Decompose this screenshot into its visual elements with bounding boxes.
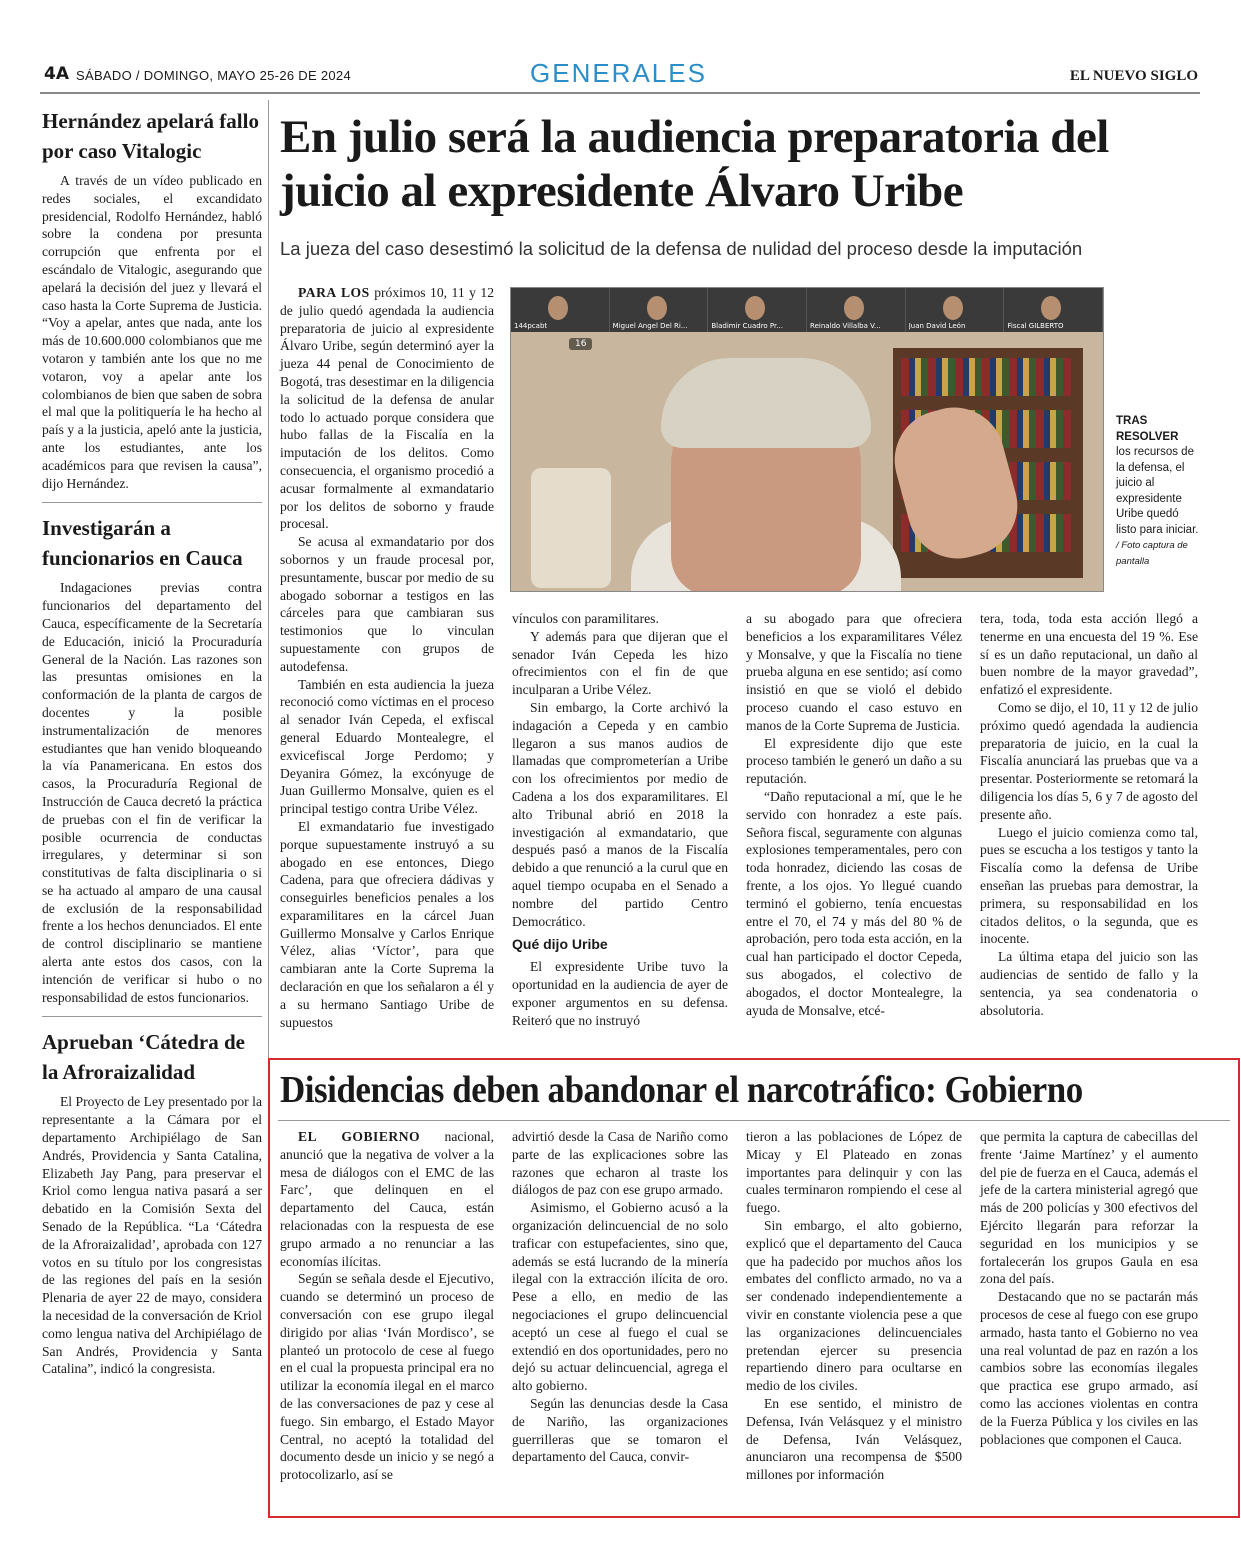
main-deck: La jueza del caso desestimó la solicitud de la defensa de nulidad del proceso desde la imputación (280, 238, 1083, 259)
brief-title: Hernández apelará fallo por caso Vitalogic (42, 109, 259, 163)
paragraph: Según se señala desde el Ejecutivo, cuando se determinó un proceso de conversación con ese grupo ilegal dirigido por alias ‘Iván Mordisco’, se planteó un protocolo de cese al fuego en el cual la propuesta principal era no utilizar la economía ilegal en el marco de las conversaciones de paz y cese al fuego. Sin embargo, el Estado Mayor Central, no aceptó la totalidad del documento desde un inicio y se negó a protocolizarlo, así se (280, 1271, 494, 1483)
paragraph: vínculos con paramilitares. (512, 611, 659, 626)
paragraph: Sin embargo, el alto gobierno, explicó que el departamento del Cauca que ha padecido por muchos años los embates del conflicto armado, no va a ser condenado independientemente a vivir en constante violencia pese a que las organizaciones delincuenciales pretendan ejercer su presencia repartiendo dinero para ocultarse en medio de los civiles. (746, 1217, 962, 1394)
paragraph: tera, toda, toda esta acción llegó a tenerme en una encuesta del 19 %. Ese sí es un daño reputacional, un daño al buen nombre de la mayor gravedad”, enfatizó el expresidente. (980, 611, 1198, 698)
paragraph: que permita la captura de cabecillas del frente ‘Jaime Martínez’ y el aumento del pie de fuerza en el Cauca, además el jefe de la cartera ministerial agregó que más de 200 policías y 300 efectivos del Ejército llegarán para reforzar la seguridad en los municipios y se fortalecerán los grupos Gaula en esa zona del país. (980, 1129, 1198, 1287)
brief-vitalogic (42, 106, 262, 492)
main-column-2 (512, 610, 728, 1029)
paragraph: próximos 10, 11 y 12 de julio quedó agendada la audiencia preparatoria de juicio al expresidente Álvaro Uribe, según determinó ayer la jueza 44 penal de Conocimiento de Bogotá, tras desestimar en la diligencia la solicitud de la defensa de anular todo lo actuado porque considera que hubo fallas de la Fiscalía en la imputación de los delitos. Como consecuencia, el organismo procedió a acusar formalmente al exmandatario por los delitos de soborno y fraude procesal. (280, 285, 494, 532)
main-column-3 (746, 610, 962, 1019)
paragraph: Y además para que dijeran que el senador Iván Cepeda les hizo ofrecimientos con el fin de que inculparan a Uribe Vélez. (512, 628, 728, 698)
dateline: SÁBADO / DOMINGO, MAYO 25-26 DE 2024 (76, 68, 351, 83)
photo-caption (1116, 414, 1200, 569)
paragraph: Sin embargo, la Corte archivó la indagación a Cepeda y en cambio llegaron a sus manos audios de llamadas que comprometerían a Uribe con los ofrecimientos por medio de Cadena a los dos exparamilitares. El alto Tribunal abrió en 2018 la investigación al exmandatario, que después pasó a manos de la Fiscalía debido a que renunció a la curul que en aquel tiempo ocupaba en el Senado a nombre del partido Centro Democrático. (512, 699, 728, 929)
brief-afroraizalidad (42, 1027, 262, 1378)
brief-title: Investigarán a funcionarios en Cauca (42, 516, 243, 571)
participant-count-badge: 16 (569, 338, 592, 350)
lead-in: PARA LOS (298, 285, 370, 300)
video-call-photo (510, 287, 1104, 592)
paragraph: nacional, anunció que la negativa de volver a la mesa de diálogos con el EMC de las Farc’, que delinquen en el departamento del Cauca, están relacionadas con la respuesta de ese grupo armado a no renunciar a las economías ilícitas. (280, 1129, 494, 1269)
paragraph: Se acusa al exmandatario por dos sobornos y un fraude procesal por, presuntamente, buscar por medio de su abogado sobornar a testigos en las cárceles para que cambiaran sus testimonios que lo vinculan supuestamente con grupos de autodefensa. (280, 534, 494, 674)
paragraph: “Daño reputacional a mí, que le he servido con honradez a este país. Señora fiscal, seguramente con algunas explosiones temperamentales, pero con toda honradez, diciendo las cosas de frente, a los ojos. Yo llegué cuando terminó el gobierno, tenía encuestas entre el 70, el 74 y más del 80 % de aprobación, pero toda esta acción, en la cual han participado el doctor Cepeda, sus abogados, el colectivo de abogados, el doctor Montealegre, la ayuda de Monsalve, etcé- (746, 788, 962, 1018)
box-headline: Disidencias deben abandonar el narcotráfico: Gobierno (280, 1069, 1083, 1111)
page-header (40, 60, 1200, 90)
paragraph: advirtió desde la Casa de Nariño como parte de las explicaciones sobre las razones que echaron al traste los diálogos de paz con ese grupo armado. (512, 1129, 728, 1198)
box-column-2 (512, 1128, 728, 1466)
lead-in: EL GOBIERNO (298, 1129, 421, 1144)
paragraph: Destacando que no se pactarán más procesos de cese al fuego con ese grupo armado, hasta tanto el Gobierno no vea una real voluntad de paz en razón a los cambios sobre las economías ilegales que practica ese grupo armado, así como las acciones violentas en contra de la Fuerza Pública y los civiles en las poblaciones que componen el Cauca. (980, 1289, 1198, 1447)
caption-lead: TRAS RESOLVER (1116, 415, 1179, 443)
paragraph: Según las denuncias desde la Casa de Nariño, las organizaciones guerrilleras que se tomaron el departamento del Cauca, convir- (512, 1395, 728, 1465)
page-number: 4A (44, 64, 69, 84)
subheading: Qué dijo Uribe (512, 936, 608, 953)
brief-body: Indagaciones previas contra funcionarios del departamento del Cauca, específicamente de la Secretaría de Educación, inició la Procuraduría General de la Nación. Las razones son las presuntas omisiones en la conformación de la planta de cargos de docentes y la posible instrumentalización de menores estudiantes que han venido bloqueando la vía Panamericana. En estos dos casos, la Procuraduría Regional de Instrucción de Cauca decretó la práctica de pruebas con el fin de verificar la posible ocurrencia de conductas irregulares, y determinar si son constitutivas de falta disciplinaria o si se ha actuado al amparo de una causal de exclusión de la responsabilidad frente a los hechos denunciados. El ente de control disciplinario se mantiene alerta ante estos dos casos, con la intención de verificar si hubo o no responsabilidad de estos funcionarios. (42, 580, 262, 1005)
paragraph: El expresidente Uribe tuvo la oportunidad en la audiencia de ayer de exponer argumentos en su defensa. Reiteró que no instruyó (512, 959, 728, 1028)
box-column-4 (980, 1128, 1198, 1448)
main-column-4 (980, 610, 1198, 1019)
photo-credit: / Foto captura de pantalla (1116, 540, 1188, 567)
brief-divider (42, 502, 262, 503)
brief-title: Aprueban ‘Cátedra de la Afroraizalidad (42, 1030, 245, 1085)
main-column-1 (280, 284, 494, 1031)
section-title: GENERALES (530, 58, 707, 88)
paragraph: Como se dijo, el 10, 11 y 12 de julio próximo quedó agendada la audiencia preparatoria de juicio, en la cual la Fiscalía anunciará las pruebas que va a presentar. Posteriormente se retomará la diligencia los días 5, 6 y 7 de agosto del presente año. (980, 699, 1198, 822)
sidebar-briefs (42, 106, 262, 1378)
participant-tile: Juan David León (906, 288, 1005, 332)
paragraph: También en esta audiencia la jueza reconoció como víctimas en el proceso al senador Iván Cepeda, el exfiscal general Eduardo Montealegre, el exvicefiscal Jorge Perdomo; y Deyanira Gómez, la excónyuge de Juan Guillermo Monsalve, quien es el principal testigo contra Uribe Vélez. (280, 676, 494, 817)
paragraph: a su abogado para que ofreciera beneficios a los exparamilitares Vélez y Monsalve, y que la Fiscalía no tiene prueba alguna en ese sentido; así como insistió en que se violó el debido proceso cuando el caso estuvo en manos de la Corte Suprema de Justicia. (746, 611, 962, 733)
paragraph: tieron a las poblaciones de López de Micay y El Plateado en zonas importantes para delinquir y con las cuales terminaron rompiendo el cese al fuego. (746, 1129, 962, 1216)
participant-tile: 144pcabt (511, 288, 610, 332)
masthead-logo: EL NUEVO SIGLO (1069, 68, 1198, 84)
box-headline-rule (278, 1120, 1230, 1121)
speaker-hair (661, 358, 871, 448)
participant-tile: Reinaldo Villalba V... (807, 288, 906, 332)
paragraph: El expresidente dijo que este proceso también le generó un daño a su reputación. (746, 735, 962, 787)
brief-body: El Proyecto de Ley presentado por la representante a la Cámara por el departamento Archipiélago de San Andrés, Providencia y Santa Catalina, Elizabeth Jay Pang, para preservar el Kriol como lengua nativa pasará a ser debatido en la Comisión Sexta del Senado de la República. “La ‘Cátedra de la Afroraizalidad’, aprobada con 127 votos en su título por los congresistas de las regiones del país en la sesión Plenaria de ayer 22 de mayo, considera la necesidad de la conversación de Kriol como lengua nativa del Archipiélago de San Andrés, Providencia y Santa Catalina”, indicó la congresista. (42, 1094, 262, 1377)
paragraph: Luego el juicio comienza como tal, pues se escucha a los testigos y tanto la Fiscalía como la defensa de Uribe enseñan las pruebas para demostrar, la primera, su responsabilidad en los citados delitos, o la segunda, que es inocente. (980, 824, 1198, 947)
caption-text: los recursos de la defensa, el juicio al expresidente Uribe quedó listo para iniciar. (1116, 446, 1199, 536)
participant-tile: Miguel Angel Del Ri... (610, 288, 709, 332)
main-headline: En julio será la audiencia preparatoria del juicio al expresidente Álvaro Uribe (280, 111, 1109, 217)
paragraph: El exmandatario fue investigado porque supuestamente instruyó a su abogado en ese entonces, Diego Cadena, para que ofreciera dádivas y conseguirles beneficios penales a los exparamilitares en la cárcel Juan Guillermo Monsalve y Carlos Enrique Vélez, alias ‘Víctor’, para que cambiaran ante la Corte Suprema la declaración en que los señalaron a él y a su hermano Santiago Uribe de supuestos (280, 818, 494, 1030)
brief-divider (42, 1016, 262, 1017)
paragraph: Asimismo, el Gobierno acusó a la organización delincuencial de no solo traficar con estupefacientes, sino que, además se está lucrando de la minería ilegal con la extracción ilícita de oro. Pese a ello, en medio de las negociaciones el grupo delincuencial aceptó un cese al fuego el cual se extendió en dos oportunidades, pero no dejó su actuar delincuencial, agrega el alto gobierno. (512, 1200, 728, 1394)
box-column-1 (280, 1128, 494, 1484)
brief-body: A través de un vídeo publicado en redes sociales, el excandidato presidencial, Rodolfo Hernández, habló sobre la condena por presunta corrupción que enfrenta por el escándalo de Vitalogic, asegurando que apelará la decisión del juez y llevará el caso hasta la Corte Suprema de Justicia. “Voy a apelar, antes que nada, ante los más de 10.600.000 colombianos que me votaron y también ante los que no me votaron, voy a apelar ante los colombianos de bien que saben de sobra el mal que la politiquería le ha hecho al país y a la justicia, apeló ante la justicia, ante los estudiantes, ante los académicos para que revisen la causa”, dijo Hernández. (42, 173, 262, 491)
participant-strip (511, 288, 1103, 332)
header-divider (40, 92, 1200, 94)
participant-tile: Bladimir Cuadro Pr... (708, 288, 807, 332)
brief-cauca (42, 513, 262, 1006)
participant-tile: Fiscal GILBERTO (1004, 288, 1103, 332)
lamp-shape (531, 468, 611, 588)
paragraph: En ese sentido, el ministro de Defensa, Iván Velásquez y el ministro de Defensa, Iván Velásquez, anunciaron una recompensa de $500 millones por información (746, 1395, 962, 1483)
paragraph: La última etapa del juicio son las audiencias de sentido de fallo y la sentencia, ya sea condenatoria o absolutoria. (980, 949, 1198, 1018)
box-column-3 (746, 1128, 962, 1484)
